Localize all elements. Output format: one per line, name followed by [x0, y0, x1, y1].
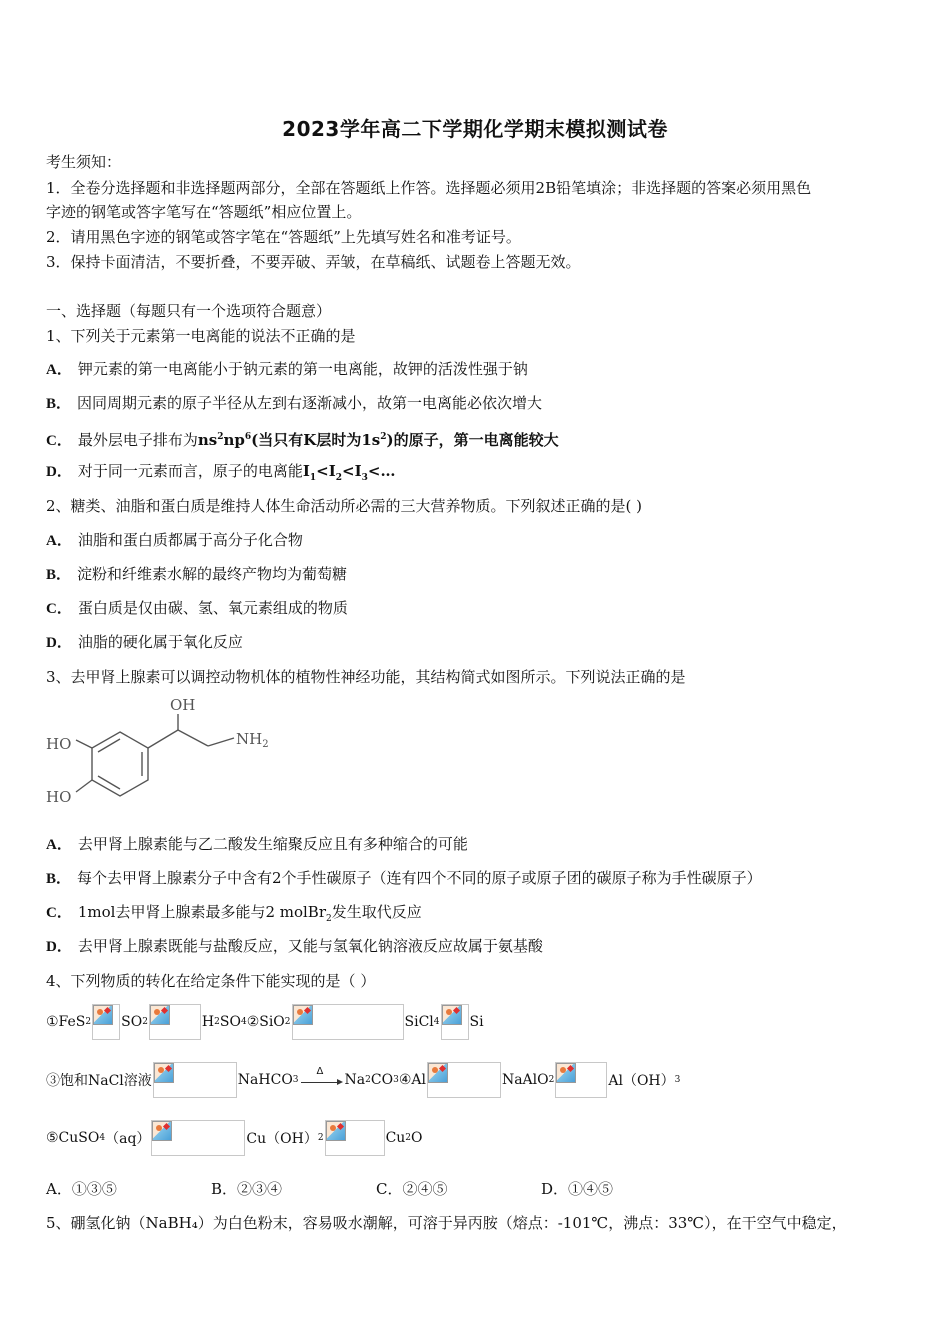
q4-reaction-row-1 — [46, 1004, 484, 1040]
q2-stem: 2、糖类、油脂和蛋白质是维持人体生命活动所必需的三大营养物质。下列叙述正确的是( ) — [46, 497, 643, 515]
norepinephrine-structure — [44, 694, 284, 814]
subscript: 2 — [214, 1017, 220, 1027]
q1-option-d — [46, 461, 395, 488]
benzene-ring — [92, 732, 148, 796]
formula-part: Cu — [385, 1130, 406, 1146]
formula-part: <I — [316, 462, 336, 480]
bond — [76, 780, 92, 792]
heating-arrow — [299, 1066, 345, 1090]
subscript: 2 — [548, 1075, 555, 1085]
arrow-head — [337, 1079, 343, 1085]
subscript: 3 — [292, 1075, 299, 1085]
section-heading: 一、选择题（每题只有一个选项符合题意） — [46, 302, 332, 320]
broken-image-icon — [556, 1063, 576, 1083]
q2-option-d — [46, 632, 243, 653]
formula-part: ns — [197, 431, 218, 449]
q3-option-d — [46, 936, 543, 957]
option-label: D． — [46, 939, 72, 955]
reaction-arrow-image — [555, 1062, 607, 1098]
superscript: 2 — [380, 432, 387, 442]
option-text: 对于同一元素而言，原子的电离能 — [77, 462, 303, 480]
answer-choice-d: D．①④⑤ — [541, 1180, 614, 1198]
q3-stem: 3、去甲肾上腺素可以调控动物机体的植物性神经功能，其结构简式如图所示。下列说法正确的是 — [46, 668, 686, 686]
subscript: 2 — [326, 914, 332, 924]
bond — [208, 738, 234, 746]
q2-option-a — [46, 530, 303, 551]
broken-image-icon — [154, 1063, 174, 1083]
option-text: 最外层电子排布为 — [77, 431, 198, 449]
q1-stem: 1、下列关于元素第一电离能的说法不正确的是 — [46, 327, 356, 345]
oh-label: OH — [170, 696, 196, 714]
subscript: 3 — [674, 1075, 681, 1085]
arrow-shaft — [301, 1082, 341, 1083]
option-text: 去甲肾上腺素能与乙二酸发生缩聚反应且有多种缩合的可能 — [77, 835, 468, 853]
notice-item-1: 1．全卷分选择题和非选择题两部分，全部在答题纸上作答。选择题必须用2B铅笔填涂；非选择题的答案必须用黑色 — [46, 179, 812, 197]
double-bond — [98, 776, 120, 789]
option-text: 淀粉和纤维素水解的最终产物均为葡萄糖 — [77, 565, 348, 583]
q1-option-a — [46, 359, 528, 380]
option-label: C． — [46, 433, 72, 449]
bond — [148, 730, 178, 748]
option-text: 1mol去甲肾上腺素最多能与2 molBr — [77, 903, 326, 921]
option-label: D． — [46, 635, 72, 651]
notice-item-3: 3．保持卡面清洁，不要折叠，不要弄破、弄皱，在草稿纸、试题卷上答题无效。 — [46, 253, 581, 271]
subscript: 2 — [405, 1133, 412, 1143]
option-label: C． — [46, 905, 72, 921]
formula-part: ①FeS — [46, 1014, 86, 1030]
option-text: 每个去甲肾上腺素分子中含有2个手性碳原子（连有四个不同的原子或原子团的碳原子称为手性碳原子） — [77, 869, 762, 887]
notice-item-1-cont: 字迹的钢笔或答字笔写在“答题纸”相应位置上。 — [46, 203, 362, 221]
q5-stem: 5、硼氢化钠（NaBH₄）为白色粉末，容易吸水潮解，可溶于异丙胺（熔点：-101℃，沸点：33℃），在干空气中稳定， — [46, 1214, 847, 1232]
subscript: 3 — [361, 473, 368, 483]
formula-part: Al（OH） — [608, 1073, 675, 1089]
option-text: 蛋白质是仅由碳、氢、氧元素组成的物质 — [77, 599, 348, 617]
notice-heading: 考生须知： — [46, 153, 122, 171]
option-label: B． — [46, 567, 72, 583]
answer-choice-c: C．②④⑤ — [376, 1180, 448, 1198]
option-text: 因同周期元素的原子半径从左到右逐渐减小，故第一电离能必依次增大 — [77, 394, 543, 412]
subscript: 2 — [85, 1017, 92, 1027]
formula-part: (当只有 — [251, 431, 304, 449]
option-label: C． — [46, 601, 72, 617]
option-label: A． — [46, 533, 72, 549]
formula-part: NaAlO — [501, 1072, 549, 1088]
reaction-arrow-image — [92, 1004, 120, 1040]
subscript: 2 — [142, 1017, 148, 1027]
formula-part: Na — [344, 1072, 366, 1088]
option-label: B． — [46, 396, 72, 412]
subscript: 4 — [433, 1017, 440, 1027]
q3-option-c — [46, 902, 422, 929]
subscript: 3 — [393, 1075, 399, 1085]
formula-part: )的原子，第一电离能较大 — [386, 431, 559, 449]
subscript: 2 — [284, 1017, 291, 1027]
broken-image-icon — [150, 1005, 170, 1025]
option-label: A． — [46, 837, 72, 853]
formula-part: CO — [370, 1072, 394, 1088]
double-bond — [98, 739, 120, 752]
q4-answer-choices — [46, 1178, 613, 1199]
broken-image-icon — [152, 1121, 172, 1141]
reaction-arrow-image — [153, 1062, 237, 1098]
subscript: 4 — [240, 1017, 247, 1027]
subscript: 2 — [317, 1133, 324, 1143]
ho-label-top: HO — [46, 735, 72, 753]
formula-part: ③饱和NaCl溶液 — [46, 1073, 152, 1089]
formula-part: SiCl — [404, 1014, 434, 1030]
formula-part: SO — [121, 1014, 143, 1030]
broken-image-icon — [326, 1121, 346, 1141]
notice-item-2: 2．请用黑色字迹的钢笔或答字笔在“答题纸”上先填写姓名和准考证号。 — [46, 228, 521, 246]
q4-stem: 4、下列物质的转化在给定条件下能实现的是（ ） — [46, 972, 376, 990]
bond — [178, 730, 208, 746]
ho-label-bottom: HO — [46, 788, 72, 806]
formula-part: 层时为 — [316, 431, 362, 449]
superscript: 2 — [217, 432, 224, 442]
page-title: 2023学年高二下学期化学期末模拟测试卷 — [282, 117, 668, 141]
formula-part: NaHCO — [237, 1072, 293, 1088]
q4-reaction-row-3 — [46, 1120, 423, 1156]
formula-part: Cu（OH） — [246, 1131, 318, 1147]
q1-option-c — [46, 427, 559, 451]
formula-part: SO — [219, 1014, 241, 1030]
formula-part: ④Al — [398, 1072, 426, 1088]
nh2-label: $NH_2$ — [236, 730, 269, 750]
reaction-arrow-image — [149, 1004, 201, 1040]
formula-part: ②SiO — [246, 1014, 285, 1030]
reaction-arrow-image — [292, 1004, 404, 1040]
formula-part: ⑤CuSO — [46, 1130, 100, 1146]
option-label: D． — [46, 464, 72, 480]
broken-image-icon — [293, 1005, 313, 1025]
broken-image-icon — [93, 1005, 113, 1025]
reaction-arrow-image — [151, 1120, 245, 1156]
answer-choice-b: B．②③④ — [211, 1180, 283, 1198]
q2-option-c — [46, 598, 348, 619]
option-text: 去甲肾上腺素既能与盐酸反应，又能与氢氧化钠溶液反应故属于氨基酸 — [77, 937, 543, 955]
formula-part: <… — [367, 462, 396, 480]
subscript: 1 — [309, 473, 317, 483]
bond — [76, 740, 92, 748]
reaction-arrow-image — [325, 1120, 385, 1156]
option-text: 油脂的硬化属于氧化反应 — [77, 633, 243, 651]
option-label: A． — [46, 362, 72, 378]
q2-option-b — [46, 564, 347, 585]
formula-part: Si — [469, 1014, 484, 1030]
option-text: 发生取代反应 — [331, 903, 422, 921]
reaction-arrow-image — [441, 1004, 469, 1040]
reaction-arrow-image — [427, 1062, 501, 1098]
option-label: B． — [46, 871, 72, 887]
broken-image-icon — [428, 1063, 448, 1083]
subscript: 4 — [99, 1133, 106, 1143]
formula-part: 1s — [361, 431, 381, 449]
q4-reaction-row-2 — [46, 1062, 680, 1098]
q3-option-b — [46, 868, 762, 889]
subscript: 2 — [335, 473, 343, 483]
option-text: 油脂和蛋白质都属于高分子化合物 — [77, 531, 303, 549]
q1-option-b — [46, 393, 542, 414]
formula-part: （aq） — [105, 1131, 151, 1147]
answer-choice-a: A．①③⑤ — [46, 1180, 117, 1198]
formula-part: np — [223, 431, 245, 449]
q3-option-a — [46, 834, 468, 855]
delta-symbol: Δ — [316, 1066, 324, 1077]
formula-part: H — [201, 1014, 215, 1030]
formula-part: <I — [342, 462, 362, 480]
subscript: 2 — [365, 1075, 371, 1085]
formula-part: O — [411, 1130, 423, 1146]
option-text: 钾元素的第一电离能小于钠元素的第一电离能，故钾的活泼性强于钠 — [77, 360, 528, 378]
formula-part: K — [303, 431, 317, 449]
formula-part: I — [302, 462, 310, 480]
broken-image-icon — [442, 1005, 462, 1025]
superscript: 6 — [244, 432, 252, 442]
